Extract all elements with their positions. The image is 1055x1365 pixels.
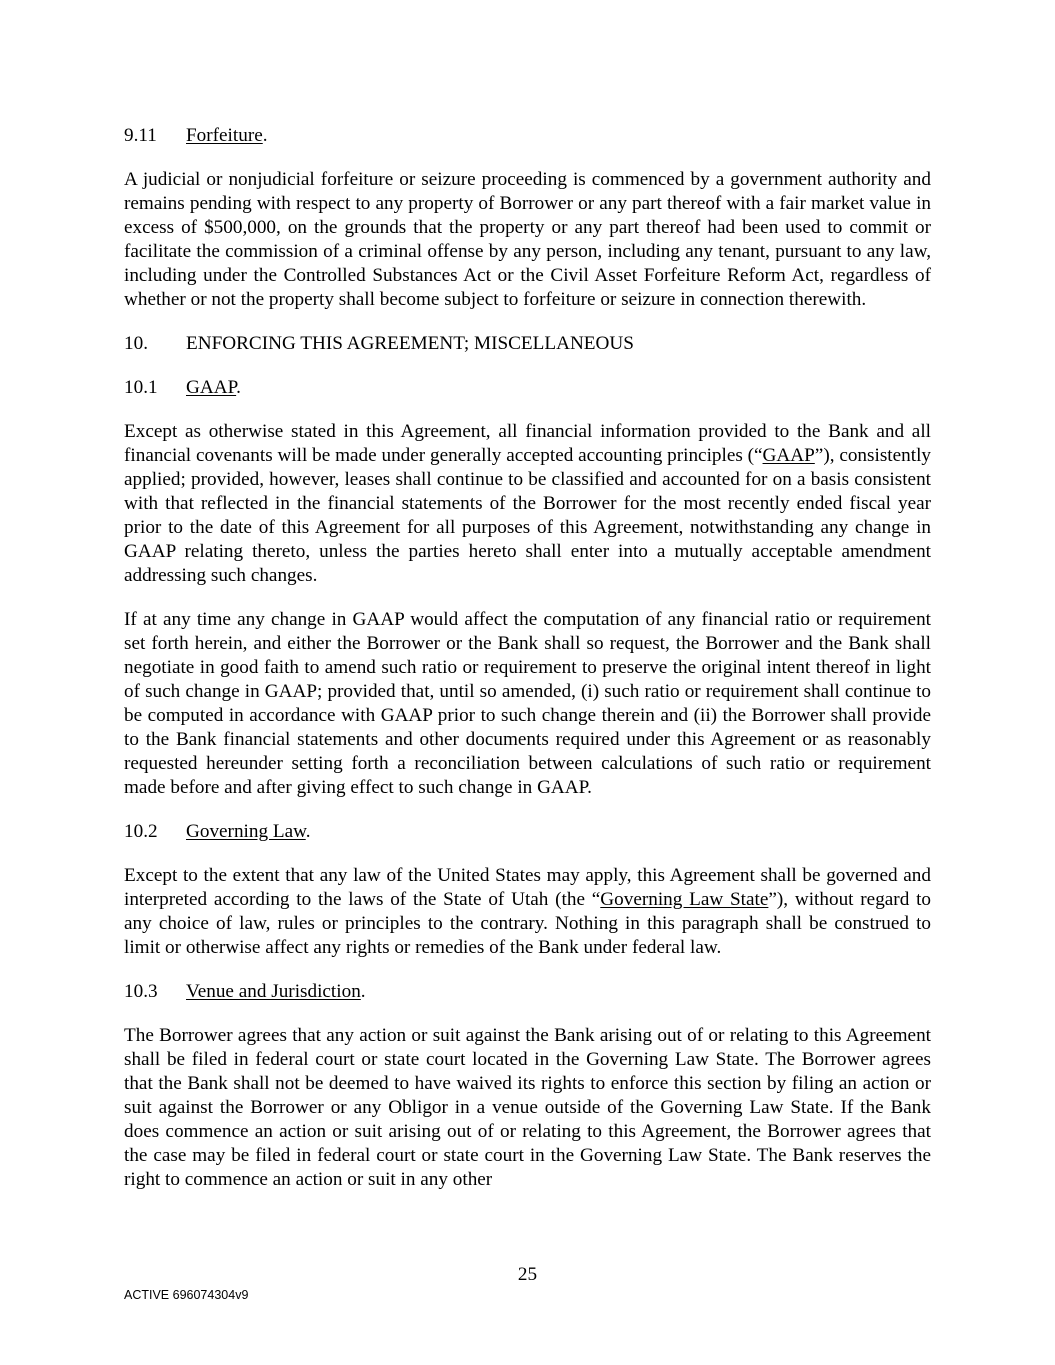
gaap-text-before: Except as otherwise stated in this Agreement, all financial information provided to the Bank and all financial covenants will be made under generally accepted accounting principles (“ [124,421,931,466]
venue-paragraph: The Borrower agrees that any action or suit against the Bank arising out of or relating to this Agreement shall be filed in federal court or state court located in the Governing Law State. The Borrower agrees that the Bank shall not be deemed to have waived its rights to enforce this section by filing an action or suit against the Borrower or any Obligor in a venue outside of the Governing Law State. If the Bank does commence an action or suit arising out of or relating to this Agreement, the Borrower agrees that the case may be filed in federal court or state court in the Governing Law State. The Bank reserves the right to commence an action or suit in any other [124,1025,931,1190]
section-heading-10-1 [124,376,931,400]
title-period: . [305,821,311,842]
forfeiture-paragraph: A judicial or nonjudicial forfeiture or seizure proceeding is commenced by a government authority and remains pending with respect to any property of Borrower or any part thereof with a fair market value in excess of $500,000, on the grounds that the property or any part thereof had been used to commit or facilitate the commission of a criminal offense by any person, including any tenant, pursuant to any law, including under the Controlled Substances Act or the Civil Asset Forfeiture Reform Act, regardless of whether or not the property shall become subject to forfeiture or seizure in connection therewith. [124,169,931,310]
gaap-paragraph-1 [124,420,931,588]
section-heading-9-11 [124,124,931,148]
governing-law-text-after: ”), without regard to any choice of law, rules or principles to the contrary. Nothing in this paragraph shall be construed to limit or otherwise affect any rights or remedies of the Bank under federal law. [124,889,931,958]
section-heading-10 [124,332,931,356]
governing-law-paragraph [124,864,931,960]
gaap-defined-term: GAAP [762,445,815,466]
title-period: . [236,377,241,398]
section-number: 10.2 [124,821,158,842]
section-number: 9.11 [124,125,157,146]
document-page [124,124,931,1212]
section-number: 10. [124,333,148,354]
gaap-paragraph-2: If at any time any change in GAAP would affect the computation of any financial ratio or requirement set forth herein, and either the Borrower or the Bank shall so request, the Borrower and the Bank shall negotiate in good faith to amend such ratio or requirement to preserve the original intent thereof in light of such change in GAAP; provided that, until so amended, (i) such ratio or requirement shall continue to be computed in accordance with GAAP prior to such change therein and (ii) the Borrower shall provide to the Bank financial statements and other documents required under this Agreement or as reasonably requested hereunder setting forth a reconciliation between calculations of such ratio or requirement made before and after giving effect to such change in GAAP. [124,609,931,798]
section-title: GAAP [186,377,237,398]
section-title: Forfeiture [186,125,263,146]
section-title: Venue and Jurisdiction [186,981,361,1002]
governing-law-text-before: Except to the extent that any law of the United States may apply, this Agreement shall be governed and interpreted according to the laws of the State of Utah (the “ [124,865,931,910]
title-period: . [360,981,366,1002]
section-title: ENFORCING THIS AGREEMENT; MISCELLANEOUS [186,333,634,354]
document-id: ACTIVE 696074304v9 [124,1288,249,1302]
section-heading-10-3 [124,980,931,1004]
section-heading-10-2 [124,820,931,844]
section-number: 10.3 [124,981,158,1002]
section-title: Governing Law [186,821,306,842]
governing-law-defined-term: Governing Law State [600,889,769,910]
title-period: . [262,125,268,146]
gaap-text-after: ”), consistently applied; provided, however, leases shall continue to be classified and accounted for on a basis consistent with that reflected in the financial statements of the Borrower for the most recently ended fiscal year prior to the date of this Agreement for all purposes of this Agreement, notwithstanding any change in GAAP relating thereto, unless the parties hereto shall enter into a mutually acceptable amendment addressing such changes. [124,445,931,586]
page-number: 25 [517,1264,538,1285]
section-number: 10.1 [124,377,158,398]
